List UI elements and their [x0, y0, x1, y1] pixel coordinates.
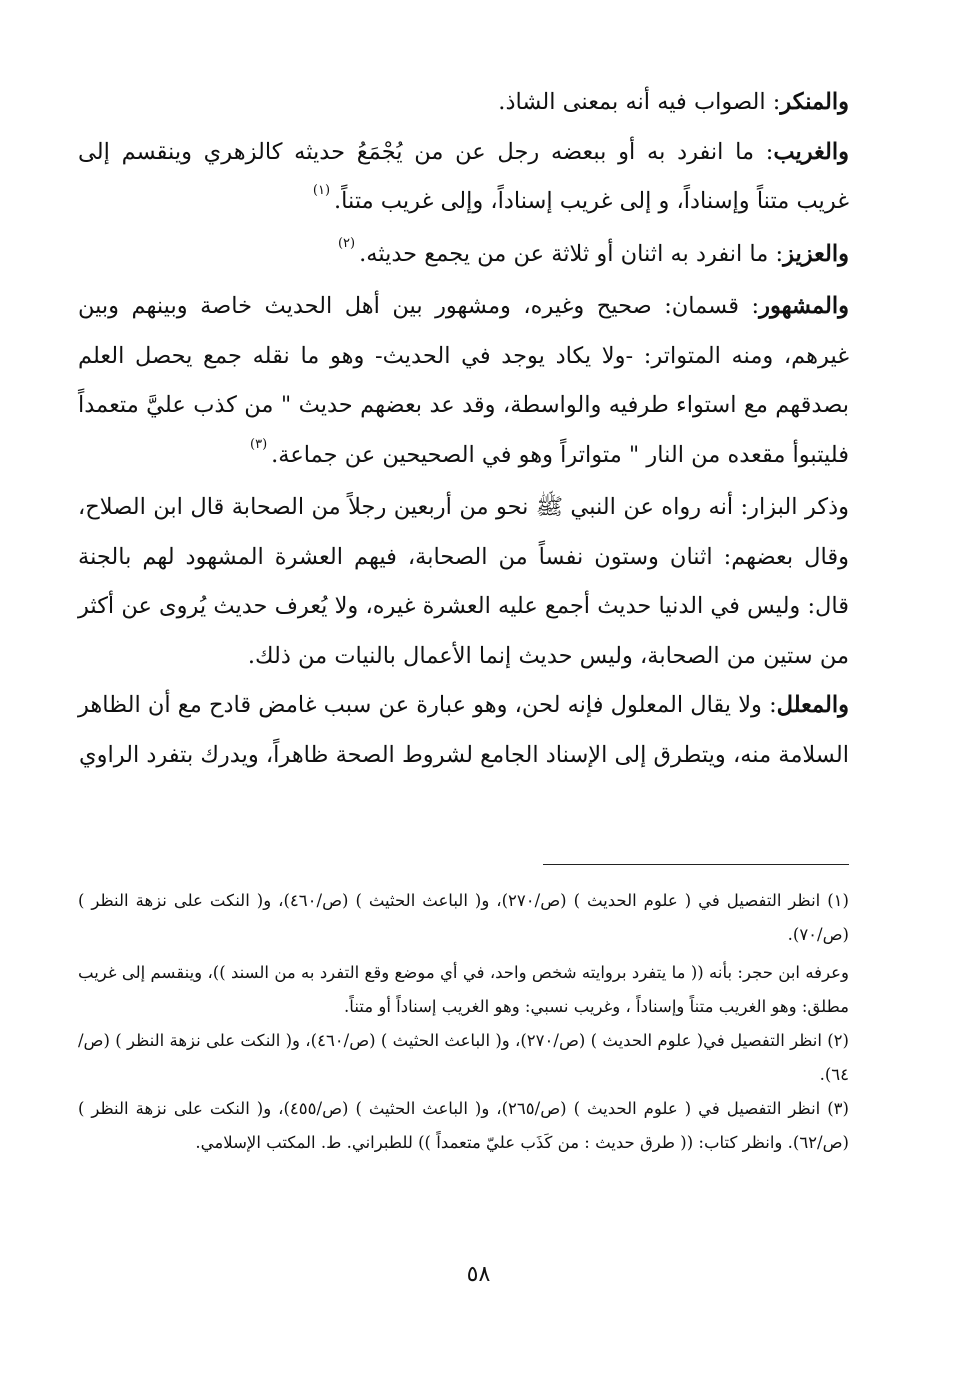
paragraph-text: : ما انفرد به أو ببعضه رجل عن من يُجْمَعُ حديثه كالزهري وينقسم إلى غريب متناً وإسناداً، و إلى غريب إسناداً، وإلى غريب متناً.	[78, 138, 849, 214]
term-label: والمنكر	[780, 89, 849, 115]
paragraph-text: : قسمان: صحيح وغيره، ومشهور بين أهل الحديث خاصة وبينهم وبين غيرهم، ومنه المتواتر: -ولا يكاد يوجد في الحديث- وهو ما نقله جمع يحصل العلم بصدقهم مع استواء طرفيه والواسطة، وقد عد بعضهم حديث " من كذب عليَّ متعمداً فليتبوأ مقعده من النار " متواتراً وهو في الصحيحين عن جماعة.	[78, 293, 849, 468]
paragraph-bazzar	[78, 483, 849, 681]
footnote-reference: (٢)	[337, 235, 356, 251]
paragraph-text: وذكر البزار: أنه رواه عن النبي ﷺ نحو من أربعين رجلاً من الصحابة قال ابن الصلاح، وقال بعضهم: اثنان وستون نفساً من الصحابة، فيهم العشرة المشهود لهم بالجنة قال: وليس في الدنيا حديث أجمع عليه العشرة غيره، ولا يُعرف حديث يُروى عن أكثر من ستين من الصحابة، وليس حديث إنما الأعمال بالنيات من ذلك.	[78, 494, 849, 669]
footnote-1-note	[78, 956, 849, 1024]
main-text	[78, 78, 849, 780]
footnote-reference: (١)	[312, 183, 331, 198]
term-label: والمعلل	[776, 692, 849, 718]
paragraph-aziz	[78, 230, 849, 283]
paragraph-text: : الصواب فيه أنه بمعنى الشاذ.	[498, 89, 781, 115]
term-label: والمشهور	[759, 293, 849, 319]
footnote-text: (٢) انظر التفصيل في( علوم الحديث ) (ص/٢٧٠)، و( الباعث الحثيث ) (ص/٤٦٠)، و( النكت على نزهة النظر ) (ص/٦٤).	[78, 1031, 849, 1084]
footnote-text: (٣) انظر التفصيل في ( علوم الحديث ) (ص/٢٦٥)، و( الباعث الحثيث ) (ص/٤٥٥)، و( النكت على نزهة النظر ) (ص/٦٢). وانظر كتاب: (( طرق حديث : من كَذَب عليّ متعمداً )) للطبراني. ط. المكتب الإسلامي.	[78, 1099, 849, 1152]
term-label: والغريب	[773, 138, 849, 165]
paragraph-text: : ما انفرد به اثنان أو ثلاثة عن من يجمع حديثه.	[359, 240, 784, 267]
footnotes	[78, 884, 849, 1160]
page-number: ٥٨	[466, 1262, 491, 1287]
footnote-3	[78, 1092, 849, 1160]
footnote-note-text: وعرفه ابن حجر: بأنه (( ما يتفرد بروايته شخص واحد، في أي موضع وقع التفرد به من السند ))، وينقسم إلى غريب مطلق: وهو الغريب متناً وإسناداً ، وغريب نسبي: وهو الغريب إسناداً أو متناً.	[78, 963, 849, 1016]
paragraph-muallal	[78, 681, 849, 780]
paragraph-text: : ولا يقال المعلول فإنه لحن، وهو عبارة عن سبب غامض قادح مع أن الظاهر السلامة منه، ويتطرق إلى الإسناد الجامع لشروط الصحة ظاهراً، ويدرك بتفرد الراوي	[78, 692, 849, 768]
paragraph-munkar	[78, 78, 849, 128]
paragraph-mashhur	[78, 282, 849, 483]
footnote-divider	[543, 864, 849, 865]
footnote-text: (١) انظر التفصيل في ( علوم الحديث ) (ص/٢٧٠)، و( الباعث الحثيث ) (ص/٤٦٠)، و( النكت على نزهة النظر ) (ص/٧٠).	[78, 891, 849, 944]
term-label: والعزيز	[783, 240, 849, 267]
paragraph-gharib	[78, 128, 849, 230]
footnote-reference: (٣)	[250, 436, 268, 452]
footnote-1	[78, 884, 849, 952]
footnote-2	[78, 1024, 849, 1092]
